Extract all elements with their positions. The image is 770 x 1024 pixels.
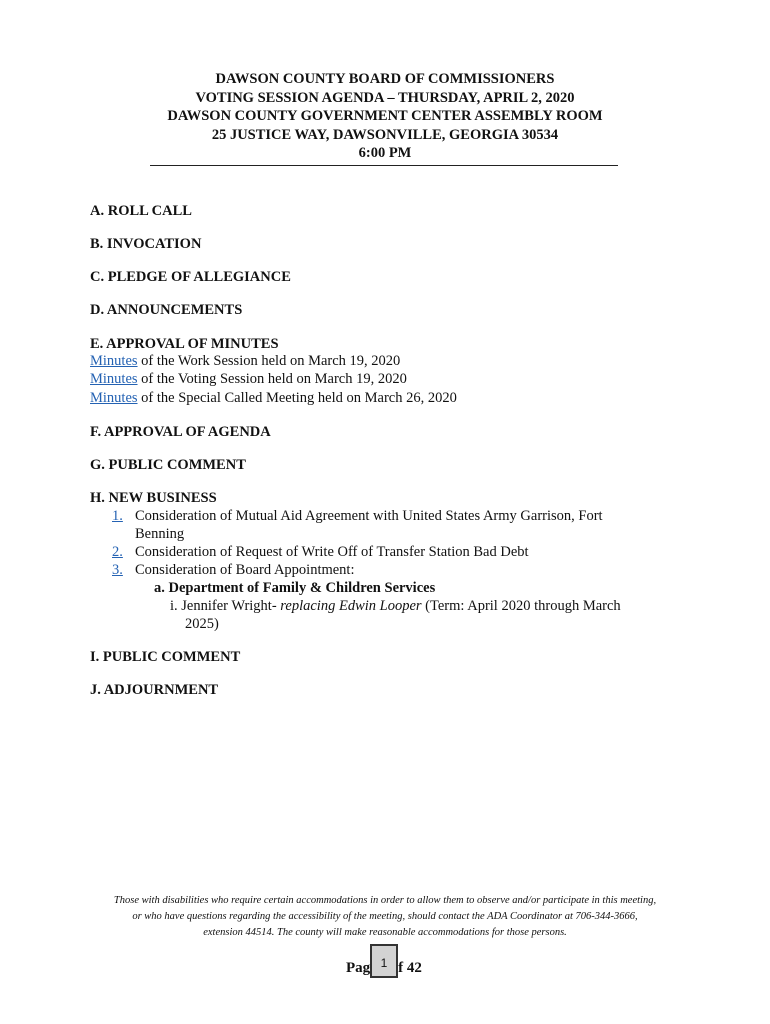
minutes-link[interactable]: Minutes [90, 371, 138, 387]
section-roll-call: A. ROLL CALL [90, 203, 192, 219]
current-page-box[interactable]: 1 [370, 944, 398, 978]
ada-notice-line: Those with disabilities who require certain accommodations in order to allow them to observe and/or participate in this meeting, [113, 895, 657, 906]
section-public-comment-2: I. PUBLIC COMMENT [90, 649, 241, 665]
section-public-comment-1: G. PUBLIC COMMENT [90, 457, 246, 473]
page-label-prefix: Pag [346, 960, 371, 976]
agenda-header [150, 70, 620, 163]
section-approval-agenda: F. APPROVAL OF AGENDA [90, 424, 271, 440]
minutes-link[interactable]: Minutes [90, 353, 138, 369]
nominee-replacing: replacing Edwin Looper [280, 598, 422, 614]
item-text: Consideration of Mutual Aid Agreement with United States Army Garrison, Fort [135, 508, 603, 524]
minutes-desc: of the Special Called Meeting held on March 26, 2020 [137, 390, 457, 406]
appointment-department: a. Department of Family & Children Services [154, 580, 436, 596]
item-text: Consideration of Board Appointment: [135, 562, 355, 578]
section-announcements: D. ANNOUNCEMENTS [90, 302, 243, 318]
ada-notice-line: or who have questions regarding the accessibility of the meeting, should contact the ADA Coordinator at 706-344-3666, [132, 911, 638, 922]
ada-notice-line: extension 44514. The county will make reasonable accommodations for those persons. [203, 927, 567, 938]
minutes-desc: of the Work Session held on March 19, 2020 [137, 353, 401, 369]
section-invocation: B. INVOCATION [90, 236, 202, 252]
minutes-item [90, 389, 457, 407]
minutes-item [90, 370, 407, 388]
item-text-continued: Benning [135, 526, 185, 542]
section-adjournment: J. ADJOURNMENT [90, 682, 219, 698]
header-time: 6:00 PM [358, 145, 412, 161]
header-session: VOTING SESSION AGENDA – THURSDAY, APRIL 2, 2020 [195, 89, 575, 106]
item-number-link[interactable]: 1. [112, 508, 123, 524]
header-address: 25 JUSTICE WAY, DAWSONVILLE, GEORGIA 30534 [211, 126, 559, 143]
header-divider [150, 165, 618, 166]
page-label-suffix: f 42 [398, 960, 422, 976]
header-title: DAWSON COUNTY BOARD OF COMMISSIONERS [215, 71, 555, 87]
minutes-desc: of the Voting Session held on March 19, 2020 [137, 371, 407, 387]
appointment-nominee [170, 597, 621, 615]
item-number-link[interactable]: 3. [112, 562, 123, 578]
section-new-business: H. NEW BUSINESS [90, 490, 217, 506]
item-number-link[interactable]: 2. [112, 544, 123, 560]
nominee-term-continued: 2025) [185, 616, 219, 632]
nominee-term: (Term: April 2020 through March [421, 598, 621, 614]
nominee-name: i. Jennifer Wright- [170, 598, 281, 614]
ada-notice [70, 893, 700, 941]
header-location: DAWSON COUNTY GOVERNMENT CENTER ASSEMBLY ROOM [167, 108, 603, 124]
minutes-item [90, 352, 400, 370]
item-text: Consideration of Request of Write Off of Transfer Station Bad Debt [135, 544, 529, 560]
section-pledge: C. PLEDGE OF ALLEGIANCE [90, 269, 291, 285]
section-approval-minutes: E. APPROVAL OF MINUTES [90, 336, 279, 352]
minutes-link[interactable]: Minutes [90, 390, 138, 406]
